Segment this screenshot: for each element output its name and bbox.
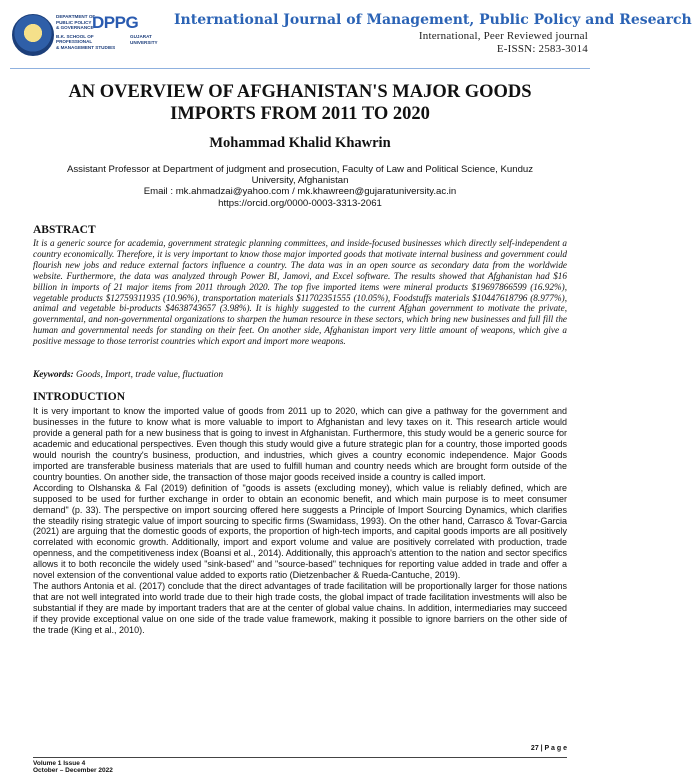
introduction-body	[33, 406, 567, 636]
volume-issue: Volume 1 Issue 4	[33, 760, 86, 767]
logo-right-text	[130, 34, 176, 45]
logo-line: DEPARTMENT OF	[56, 14, 96, 19]
logo-mark: DPPG	[92, 13, 139, 32]
logo-line: & GOVERNANCE	[56, 25, 94, 31]
keywords-text: Goods, Import, trade value, fluctuation	[75, 370, 224, 380]
logo-line: & MANAGEMENT STUDIES	[56, 44, 116, 50]
abstract-body: It is a generic source for academia, government strategic planning committees, and inside-focused businesses which directly self-independent a country economically. Therefore, it is very important to know those major imported goods that motivate internal business and government could flourish new jobs and reduce external factors influence a country. The data was in an open source as secondary data from the worldwide website. Furthermore, the data was analyzed through Power BI, Jamovi, and Excel software. The results showed that Afghanistan had $16 billion in imports of 21 major items from 2011 through 2020. The top five imported items were mineral products $19697866599 (16.92%), vegetable products $12759311935 (10.96%), transportation materials $11702351555 (10.05%), Foodstuffs materials $10447618796 (8.977%), animal and vegetable bi-products $4638743657 (3.98%). It is highly suggested to the current Afghan government to motivate the private, governmental, and non-governmental organizations to sharpen the human resource in these sectors, which bring new businesses and full fill the human and governmental needs for standing on their feet. On another side, Afghanistan import very little amount of weapons, which give a positive message to those terrorist countries which export and import more weapons.	[33, 238, 567, 347]
paper-title: AN OVERVIEW OF AFGHANISTAN'S MAJOR GOODS IMPORTS FROM 2011 TO 2020	[68, 82, 532, 124]
issue-period: October – December 2022	[33, 767, 113, 775]
logo-line: PUBLIC POLICY	[56, 19, 92, 25]
keywords-line	[33, 370, 567, 380]
intro-paragraph: According to Olshanska & Fal (2019) definition of "goods is assets (excluding money), which value is reliably defined, which are supposed to be used for further exchange in order to obtain an economic benefit, and which main purpose is to meet consumer demand" (p. 33). The perspective on import sourcing offered here suggests a Principle of Import Sourcing Dynamics, which clarifies the steadily rising strategic value of import sourcing to specific firms (Swamidass, 1993). On the other hand, Carrasco & Tovar-Garcia (2021) are arguing that the domestic goods of exports, the proportion of high-tech imports, and capital goods imports are all positively correlated with economic growth. Additionally, import and export volume and value are positively correlated with production, trade openness, and the competitiveness index (Boansi et al., 2014). Additionally, this approach's attention to the nation and sector specifics allows it to both reconcile the widely used "sink-based" and "source-based" techniques for reporting value added in trade and offer a novel extension of the conventional value added to exports ratio (Dietzenbacher & Rueda-Cantuche, 2019).	[33, 482, 567, 581]
page-number: 27 | P a g e	[530, 745, 567, 752]
university-seal-icon	[12, 14, 54, 56]
orcid-link[interactable]: https://orcid.org/0000-0003-3313-2061	[218, 197, 382, 209]
email[interactable]: Email : mk.ahmadzai@yahoo.com / mk.khawreen@gujaratuniversity.ac.in	[143, 186, 457, 198]
author-affiliation-block	[50, 164, 550, 209]
logo-line: UNIVERSITY	[130, 39, 158, 45]
journal-peer-reviewed: International, Peer Reviewed journal	[418, 30, 588, 42]
logo-line: B.K. SCHOOL OF PROFESSIONAL	[56, 33, 94, 45]
keywords-label: Keywords:	[33, 370, 74, 380]
intro-paragraph: It is very important to know the imported value of goods from 2011 up to 2020, which can give a pathway for the government and businesses in the future to know what is more valuable to import to Afghanistan and levy taxes on it. This research article would provide a general path for a new business that is going to invest in Afghanistan. Furthermore, this study would be a generic source for academic and educational perspectives. Even though this study would give a future strategic plan for a country, those imported goods would nourish the country's business, production, and industries, which gives a country economic independence. Major Goods imported are transferable business materials that are used to fulfill human and country needs which are brought form outside of the country bounties. On another side, the transaction of those major goods received inside a country is called import.	[33, 406, 567, 482]
logo-line: GUJARAT	[130, 34, 152, 39]
affiliation: Assistant Professor at Department of judgment and prosecution, Faculty of Law and Political Science, Kunduz University, Afghanistan	[66, 164, 534, 187]
journal-subtitle	[419, 30, 588, 56]
journal-header	[10, 10, 692, 72]
intro-paragraph: The authors Antonia et al. (2017) conclude that the direct advantages of trade facilitation will be proportionally larger for those nations that are not well integrated into world trade due to their high trade costs, the global impact of trade facilitation investments will also be substantial if they are made by important traders that are at the center of global value chains. In addition, intermediaries may succeed if they provide exceptional value on one side of the trade value framework, making it possible to ignore barriers on the other side of the trade (King et al., 2010).	[33, 581, 567, 636]
author-name: Mohammad Khalid Khawrin	[209, 135, 391, 151]
footer-issue-info	[33, 760, 113, 774]
dppg-logo	[12, 10, 174, 60]
journal-issn: E-ISSN: 2583-3014	[496, 43, 588, 55]
abstract-heading: ABSTRACT	[33, 224, 96, 236]
introduction-heading: INTRODUCTION	[33, 391, 126, 403]
footer-divider	[33, 757, 567, 758]
header-divider	[10, 68, 590, 69]
journal-title: International Journal of Management, Public Policy and Research	[174, 12, 692, 28]
